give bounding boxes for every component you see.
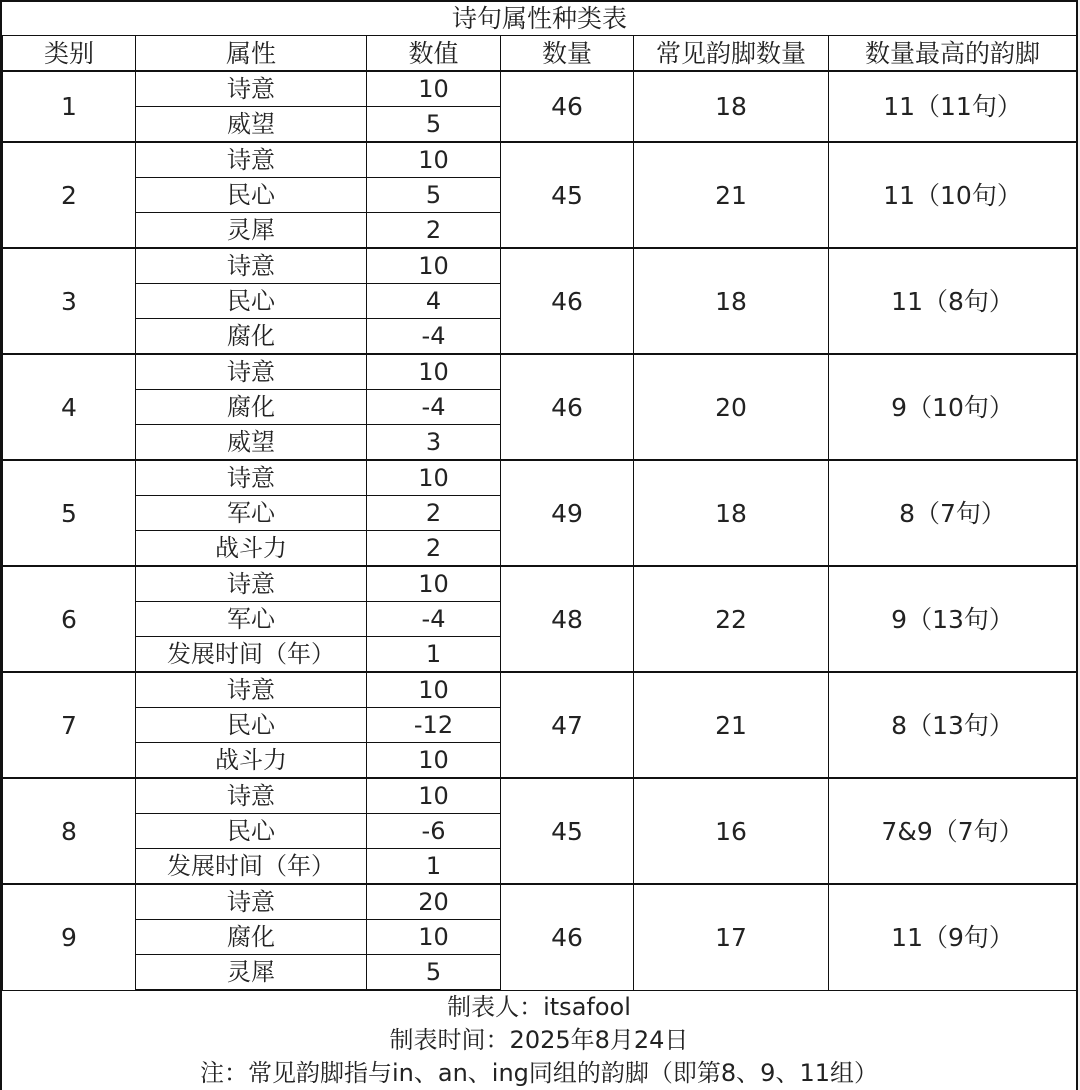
attribute-name-cell[interactable]: 诗意 <box>136 460 367 496</box>
common-rhyme-count-cell[interactable]: 20 <box>634 354 829 460</box>
attribute-value-cell[interactable]: 1 <box>367 637 501 673</box>
common-rhyme-count-cell[interactable]: 16 <box>634 778 829 884</box>
top-rhyme-cell[interactable]: 9（13句） <box>829 566 1077 672</box>
count-cell[interactable]: 45 <box>501 778 634 884</box>
column-header[interactable]: 数量 <box>501 36 634 72</box>
attribute-name-cell[interactable]: 军心 <box>136 602 367 637</box>
date-line[interactable]: 制表时间：2025年8月24日 <box>389 1026 689 1054</box>
attribute-value-cell[interactable]: 4 <box>367 284 501 319</box>
column-header[interactable]: 数值 <box>367 36 501 72</box>
attribute-value-cell[interactable]: -4 <box>367 319 501 355</box>
table-row <box>3 460 1077 496</box>
attribute-value-cell[interactable]: 10 <box>367 920 501 955</box>
top-rhyme-cell[interactable]: 8（7句） <box>829 460 1077 566</box>
common-rhyme-count-cell[interactable]: 17 <box>634 884 829 990</box>
table-row <box>3 142 1077 178</box>
attribute-name-cell[interactable]: 发展时间（年） <box>136 849 367 885</box>
category-cell[interactable]: 4 <box>3 354 136 460</box>
count-cell[interactable]: 45 <box>501 142 634 248</box>
column-header[interactable]: 常见韵脚数量 <box>634 36 829 72</box>
attribute-name-cell[interactable]: 战斗力 <box>136 531 367 567</box>
common-rhyme-count-cell[interactable]: 22 <box>634 566 829 672</box>
top-rhyme-cell[interactable]: 11（11句） <box>829 71 1077 142</box>
attribute-name-cell[interactable]: 诗意 <box>136 354 367 390</box>
attribute-value-cell[interactable]: 10 <box>367 248 501 284</box>
attribute-name-cell[interactable]: 诗意 <box>136 566 367 602</box>
author-line[interactable]: 制表人：itsafool <box>447 993 631 1021</box>
count-cell[interactable]: 46 <box>501 884 634 990</box>
attribute-name-cell[interactable]: 灵犀 <box>136 213 367 249</box>
top-rhyme-cell[interactable]: 11（9句） <box>829 884 1077 990</box>
common-rhyme-count-cell[interactable]: 21 <box>634 142 829 248</box>
category-cell[interactable]: 2 <box>3 142 136 248</box>
attribute-value-cell[interactable]: 2 <box>367 496 501 531</box>
attribute-value-cell[interactable]: 2 <box>367 531 501 567</box>
attribute-value-cell[interactable]: 5 <box>367 107 501 143</box>
top-rhyme-cell[interactable]: 8（13句） <box>829 672 1077 778</box>
count-cell[interactable]: 46 <box>501 248 634 354</box>
attribute-value-cell[interactable]: -4 <box>367 390 501 425</box>
attribute-table <box>2 2 1077 991</box>
attribute-name-cell[interactable]: 民心 <box>136 284 367 319</box>
table-row <box>3 778 1077 814</box>
attribute-value-cell[interactable]: -4 <box>367 602 501 637</box>
top-rhyme-cell[interactable]: 11（10句） <box>829 142 1077 248</box>
table-row <box>3 71 1077 107</box>
common-rhyme-count-cell[interactable]: 21 <box>634 672 829 778</box>
note-line[interactable]: 注：常见韵脚指与in、an、ing同组的韵脚（即第8、9、11组） <box>200 1059 878 1087</box>
attribute-value-cell[interactable]: 10 <box>367 778 501 814</box>
count-cell[interactable]: 46 <box>501 71 634 142</box>
table-row <box>3 248 1077 284</box>
attribute-name-cell[interactable]: 诗意 <box>136 778 367 814</box>
attribute-value-cell[interactable]: 20 <box>367 884 501 920</box>
attribute-name-cell[interactable]: 诗意 <box>136 248 367 284</box>
attribute-name-cell[interactable]: 战斗力 <box>136 743 367 779</box>
attribute-name-cell[interactable]: 民心 <box>136 178 367 213</box>
attribute-name-cell[interactable]: 民心 <box>136 708 367 743</box>
category-cell[interactable]: 1 <box>3 71 136 142</box>
category-cell[interactable]: 9 <box>3 884 136 990</box>
attribute-value-cell[interactable]: 5 <box>367 955 501 991</box>
top-rhyme-cell[interactable]: 9（10句） <box>829 354 1077 460</box>
count-cell[interactable]: 46 <box>501 354 634 460</box>
common-rhyme-count-cell[interactable]: 18 <box>634 71 829 142</box>
top-rhyme-cell[interactable]: 7&9（7句） <box>829 778 1077 884</box>
attribute-value-cell[interactable]: 3 <box>367 425 501 461</box>
attribute-value-cell[interactable]: 1 <box>367 849 501 885</box>
top-rhyme-cell[interactable]: 11（8句） <box>829 248 1077 354</box>
attribute-name-cell[interactable]: 诗意 <box>136 71 367 107</box>
category-cell[interactable]: 6 <box>3 566 136 672</box>
attribute-value-cell[interactable]: 10 <box>367 672 501 708</box>
category-cell[interactable]: 5 <box>3 460 136 566</box>
table-footer <box>2 991 1076 1090</box>
count-cell[interactable]: 47 <box>501 672 634 778</box>
table-row <box>3 672 1077 708</box>
attribute-name-cell[interactable]: 诗意 <box>136 142 367 178</box>
category-cell[interactable]: 8 <box>3 778 136 884</box>
category-cell[interactable]: 7 <box>3 672 136 778</box>
table-row <box>3 884 1077 920</box>
attribute-value-cell[interactable]: 10 <box>367 71 501 107</box>
attribute-name-cell[interactable]: 腐化 <box>136 920 367 955</box>
table-title[interactable]: 诗句属性种类表 <box>3 2 1077 36</box>
attribute-value-cell[interactable]: 10 <box>367 566 501 602</box>
attribute-value-cell[interactable]: 10 <box>367 142 501 178</box>
column-header[interactable]: 类别 <box>3 36 136 72</box>
attribute-name-cell[interactable]: 腐化 <box>136 319 367 355</box>
count-cell[interactable]: 49 <box>501 460 634 566</box>
attribute-name-cell[interactable]: 军心 <box>136 496 367 531</box>
attribute-value-cell[interactable]: 10 <box>367 354 501 390</box>
common-rhyme-count-cell[interactable]: 18 <box>634 248 829 354</box>
attribute-value-cell[interactable]: -12 <box>367 708 501 743</box>
table-row <box>3 566 1077 602</box>
column-header[interactable]: 数量最高的韵脚 <box>829 36 1077 72</box>
attribute-name-cell[interactable]: 诗意 <box>136 672 367 708</box>
attribute-value-cell[interactable]: 5 <box>367 178 501 213</box>
attribute-name-cell[interactable]: 灵犀 <box>136 955 367 991</box>
attribute-name-cell[interactable]: 发展时间（年） <box>136 637 367 673</box>
attribute-name-cell[interactable]: 威望 <box>136 107 367 143</box>
attribute-value-cell[interactable]: 10 <box>367 743 501 779</box>
attribute-name-cell[interactable]: 诗意 <box>136 884 367 920</box>
table-row <box>3 354 1077 390</box>
attribute-value-cell[interactable]: 2 <box>367 213 501 249</box>
attribute-value-cell[interactable]: 10 <box>367 460 501 496</box>
column-header[interactable]: 属性 <box>136 36 367 72</box>
count-cell[interactable]: 48 <box>501 566 634 672</box>
attribute-name-cell[interactable]: 腐化 <box>136 390 367 425</box>
attribute-name-cell[interactable]: 威望 <box>136 425 367 461</box>
common-rhyme-count-cell[interactable]: 18 <box>634 460 829 566</box>
category-cell[interactable]: 3 <box>3 248 136 354</box>
attribute-name-cell[interactable]: 民心 <box>136 814 367 849</box>
attribute-value-cell[interactable]: -6 <box>367 814 501 849</box>
